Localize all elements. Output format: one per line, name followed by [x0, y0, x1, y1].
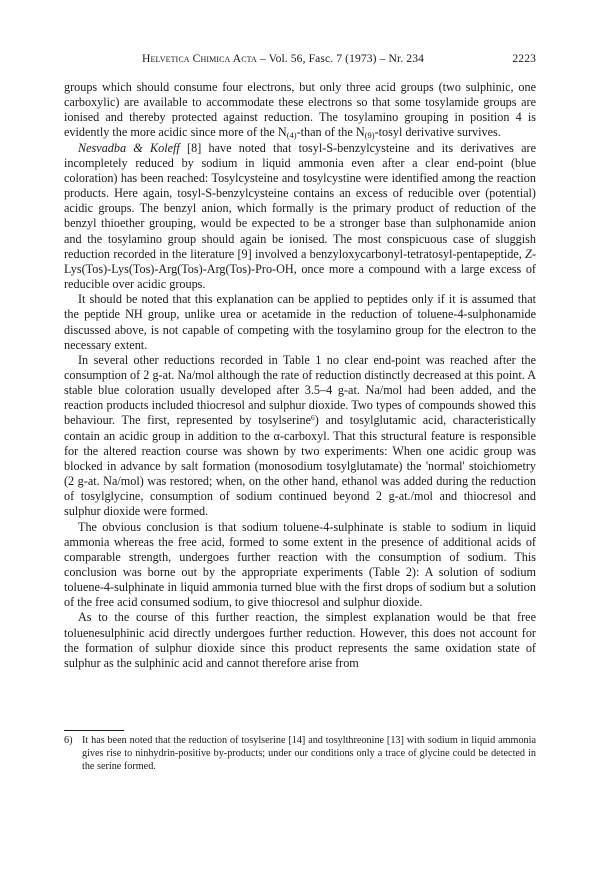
footnote [64, 735, 536, 773]
paragraph-1-text-c: -tosyl derivative survives. [374, 125, 501, 140]
paragraph-6: As to the course of this further reaction, the simplest explanation would be that free toluenesulphinic acid directly undergoes further reduction. However, this does not account for the formation of sulphur dioxide since this product represents the same oxidation state of sulphur as the sulphinic acid and cannot therefore arise from [64, 610, 536, 670]
footnote-text: It has been noted that the reduction of tosylserine [14] and tosylthreonine [13] with sodium in liquid ammonia gives rise to ninhydrin-positive by-products; under our conditions only a trace of glycine could be detected in the serine formed. [82, 735, 536, 772]
z-group-symbol: Z [525, 246, 532, 261]
page-number: 2223 [512, 52, 536, 65]
paragraph-1-text-b: -than of the N [296, 125, 365, 140]
body-text [64, 80, 536, 671]
paragraph-4-text-b: ) and tosylglutamic acid, characteristically contain an acidic group in addition to the α-carboxyl. That this structural feature is responsible for the altered reaction course was shown by two experiments: When one acidic group was blocked in advance by salt formation (monosodium tosylglutamate) the 'normal' stoichiometry (2 g-at. Na/mol) was restored; when, on the other hand, ethanol was added during the reduction of tosylglycine, consumption of sodium continued beyond 2 g-at./mol and thiocresol and sulphur dioxide were formed. [64, 413, 537, 519]
running-head [64, 52, 536, 68]
paragraph-1-text-a: groups which should consume four electrons, but only three acid groups (two sulphinic, one carboxylic) are available to accommodate these electrons so that some tosylamide groups are ionised and thereby protected against reduction. The tosylamino grouping in position 4 is evidently the more acidic since more of the N [64, 80, 536, 140]
paragraph-2-text-a: [8] have noted that tosyl-S-benzylcysteine and its derivatives are incompletely reduced by sodium in liquid ammonia even after a clear end-point (blue coloration) has been reached: Tosylcysteine and tosylcystine were identified among the reaction products. Here again, tosyl-S-benzylcysteine contains an excess of reducible over (potential) acidic groups. The benzyl anion, which formally is the primary product of reduction of the benzyl thioether grouping, would be expected to be a stronger base than sulphonamide anion and the tosylamino group should again be ionised. The most conspicuous case of sluggish reduction recorded in the literature [9] involved a benzyloxycarbonyl-tetratosyl-pentapeptide, [64, 140, 536, 261]
footnote-reference[interactable]: 6 [311, 413, 315, 423]
paragraph-1 [64, 80, 536, 141]
paragraph-3: It should be noted that this explanation can be applied to peptides only if it is assumed that the peptide NH group, unlike urea or acetamide in the reduction of toluene-4-sulphonamide discussed above, is not capable of competing with the tosylamino group for the electron to the necessary extent. [64, 292, 536, 352]
subscript-position-9: (9) [364, 130, 375, 141]
footnote-mark: 6) [64, 735, 73, 746]
running-head-title [142, 52, 424, 65]
paragraph-5: The obvious conclusion is that sodium toluene-4-sulphinate is stable to sodium in liquid ammonia whereas the free acid, formed to some extent in the presence of additional acids of comparable strength, undergoes further reaction with the consumption of sodium. This conclusion was borne out by the appropriate experiments (Table 2): A solution of sodium toluene-4-sulphinate in liquid ammonia turned blue with the first drops of sodium but a solution of the free acid consumed sodium, to give thiocresol and sulphur dioxide. [64, 519, 536, 610]
cited-authors: Nesvadba & Koleff [78, 140, 180, 155]
paragraph-4-text-a: In several other reductions recorded in Table 1 no clear end-point was reached after the consumption of 2 g-at. Na/mol although the rate of reduction distinctly decreased at this point. A stable blue coloration usually developed after 3.5–4 g-at. Na/mol had been added, and the reaction products included thiocresol and sulphur dioxide. Two types of compounds showed this behaviour. The first, represented by tosylserine [64, 352, 536, 428]
paragraph-4 [64, 353, 536, 520]
paragraph-2-text-b: -Lys(Tos)-Lys(Tos)-Arg(Tos)-Arg(Tos)-Pro-OH, once more a compound with a large excess of reducible over acidic groups. [64, 246, 536, 292]
footnote-divider [64, 730, 124, 731]
journal-volume-info: – Vol. 56, Fasc. 7 (1973) – Nr. 234 [256, 52, 425, 65]
subscript-position-4: (4) [286, 130, 297, 141]
journal-name: Helvetica Chimica Acta [142, 52, 257, 65]
paragraph-2 [64, 141, 536, 293]
